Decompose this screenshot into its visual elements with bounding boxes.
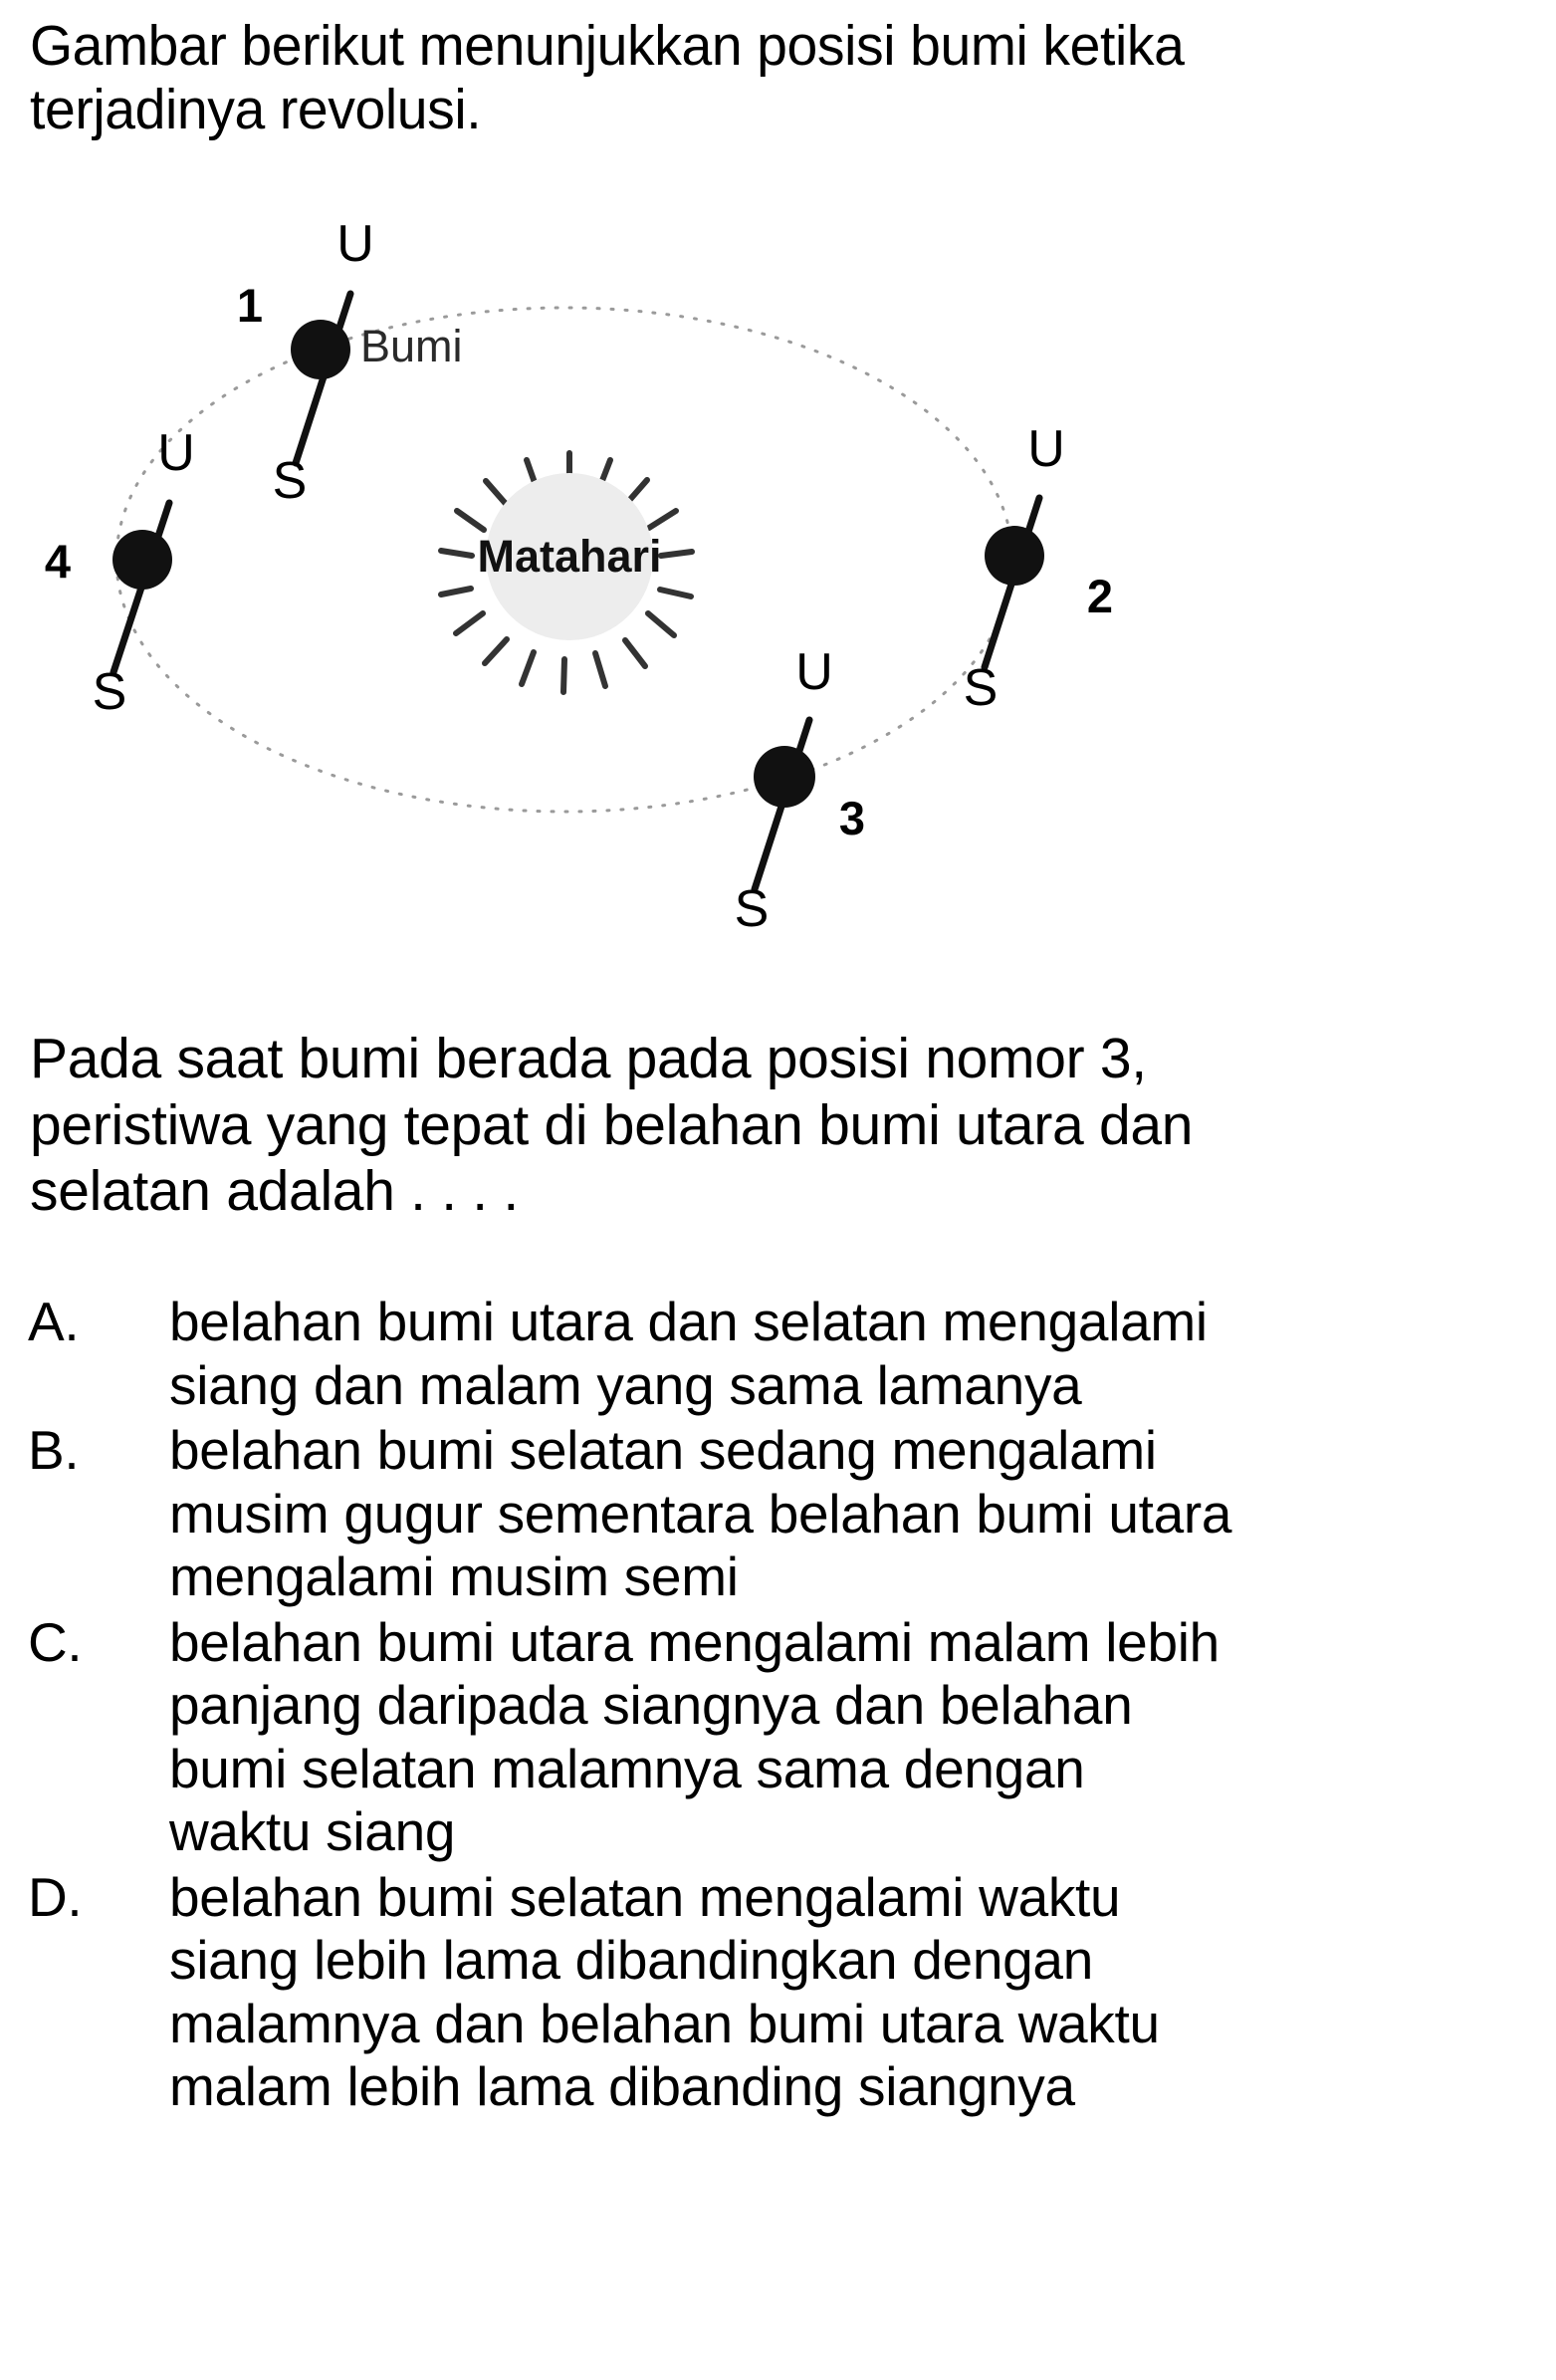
option-d-line-4: malam lebih lama dibanding siangnya (169, 2055, 1075, 2118)
sun-label: Matahari (477, 531, 662, 582)
option-a-line-2: siang dan malam yang sama lamanya (169, 1353, 1082, 1416)
earth-position-2 (964, 420, 1113, 717)
earth-2-number: 2 (1086, 570, 1114, 622)
earth-3-south-label: S (734, 880, 770, 938)
intro-line-1: Gambar berikut menunjukkan posisi bumi ketika (30, 14, 1185, 78)
earth-label: Bumi (360, 321, 463, 371)
option-c-line-3: bumi selatan malamnya sama dengan (169, 1737, 1085, 1799)
option-b-line-1: belahan bumi selatan sedang mengalami (169, 1419, 1157, 1482)
earth-1-number: 1 (236, 279, 264, 332)
option-c[interactable] (28, 1611, 1499, 1864)
earth-revolution-diagram (0, 174, 1205, 961)
question-line-1: Pada saat bumi berada pada posisi nomor 3, (30, 1027, 1147, 1090)
earth-position-4 (45, 424, 195, 721)
earth-disc-3 (754, 746, 815, 808)
earth-disc-4 (112, 530, 172, 590)
option-b-line-3: mengalami musim semi (169, 1546, 739, 1608)
option-d[interactable] (28, 1866, 1499, 2119)
earth-4-north-label: U (157, 424, 195, 482)
option-a-line-1: belahan bumi utara dan selatan mengalami (169, 1291, 1208, 1352)
earth-1-south-label: S (272, 452, 308, 510)
earth-position-1 (237, 215, 463, 510)
option-c-letter: C. (28, 1610, 83, 1673)
option-a[interactable] (28, 1291, 1499, 1417)
intro-line-2: terjadinya revolusi. (30, 78, 482, 142)
sun-group (441, 453, 692, 692)
intro-paragraph (30, 14, 1454, 142)
option-b[interactable] (28, 1419, 1499, 1609)
option-b-line-2: musim gugur sementara belahan bumi utara (169, 1482, 1232, 1545)
earth-2-south-label: S (963, 659, 999, 717)
question-line-2: peristiwa yang tepat di belahan bumi utara dan (30, 1092, 1194, 1157)
option-d-text (169, 1866, 1499, 2119)
option-c-line-4: waktu siang (169, 1800, 456, 1863)
earth-2-north-label: U (1027, 420, 1065, 478)
question-text (30, 1026, 1495, 1225)
option-d-line-1: belahan bumi selatan mengalami waktu (169, 1865, 1121, 1928)
question-line-3: selatan adalah . . . . (30, 1159, 519, 1224)
option-b-text (169, 1419, 1499, 1609)
earth-1-north-label: U (336, 215, 374, 273)
option-d-letter: D. (28, 1865, 83, 1928)
option-a-letter: A. (28, 1291, 80, 1352)
option-c-text (169, 1611, 1499, 1864)
earth-3-number: 3 (838, 792, 866, 844)
option-c-line-1: belahan bumi utara mengalami malam lebih (169, 1610, 1220, 1673)
option-a-text (169, 1291, 1499, 1417)
earth-3-north-label: U (795, 643, 833, 701)
option-d-line-3: malamnya dan belahan bumi utara waktu (169, 1992, 1160, 2054)
earth-4-number: 4 (44, 535, 72, 588)
option-c-line-2: panjang daripada siangnya dan belahan (169, 1674, 1133, 1737)
answer-options (28, 1291, 1499, 2121)
earth-disc-2 (985, 526, 1044, 586)
earth-4-south-label: S (92, 663, 127, 721)
option-b-letter: B. (28, 1419, 80, 1482)
option-d-line-2: siang lebih lama dibandingkan dengan (169, 1929, 1093, 1992)
earth-position-3 (735, 643, 865, 938)
earth-disc-1 (291, 320, 350, 379)
